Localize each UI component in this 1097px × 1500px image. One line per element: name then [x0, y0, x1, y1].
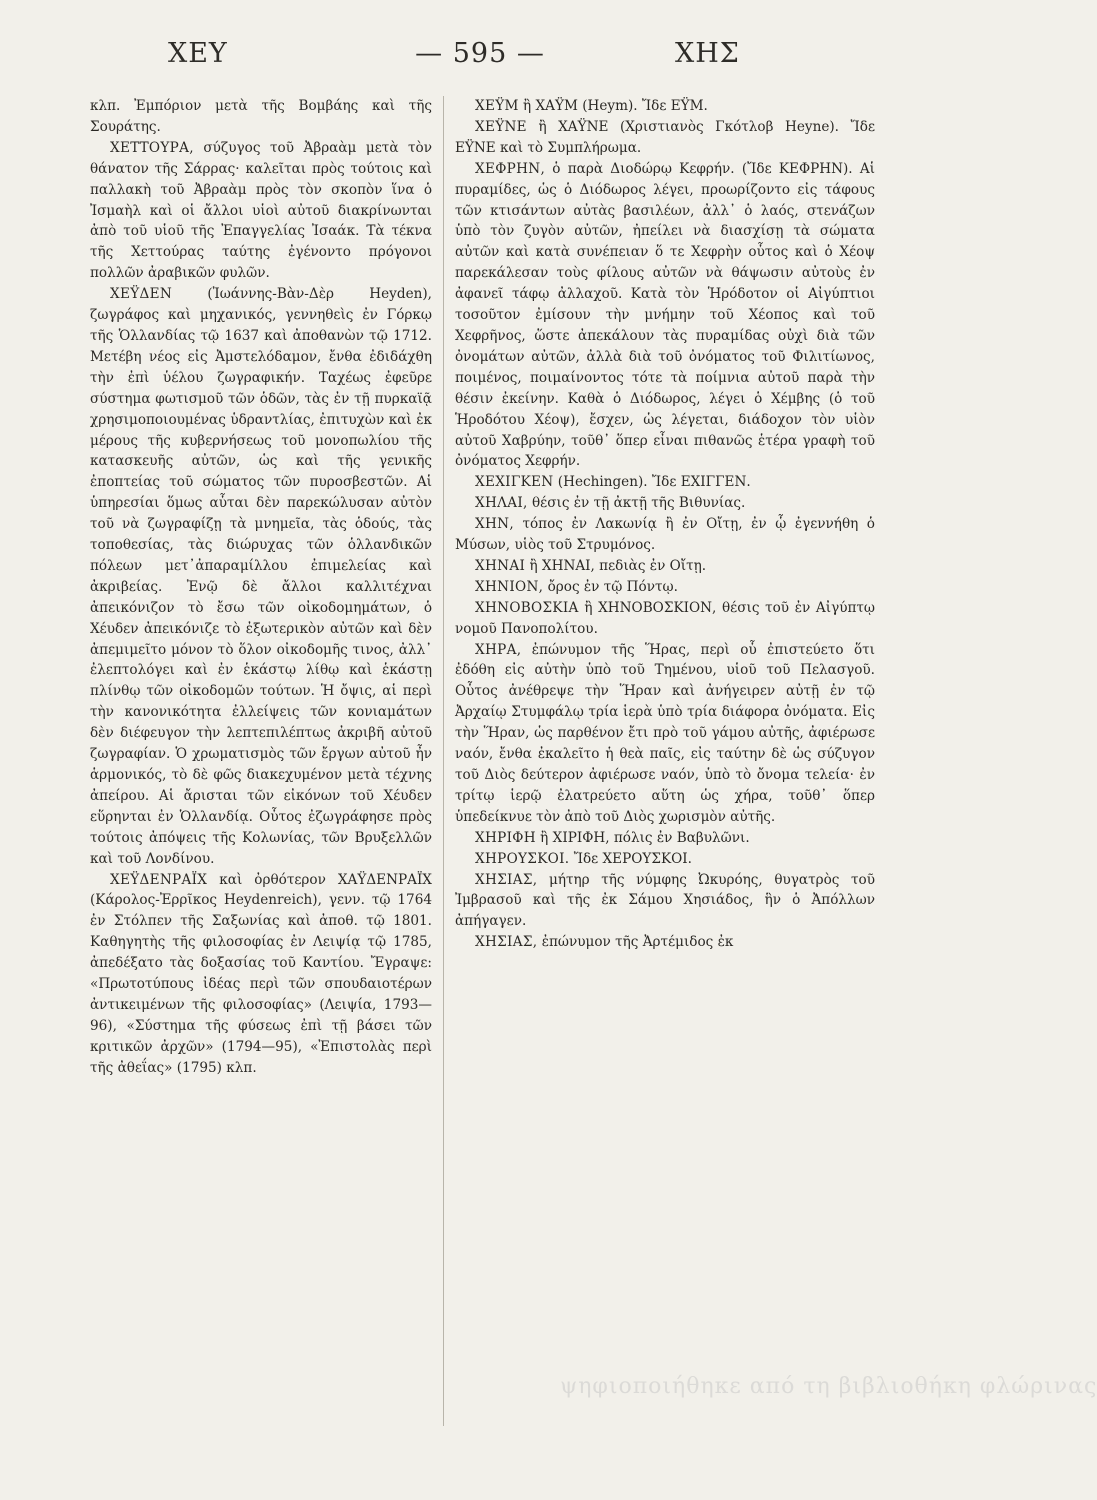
- entry-headword: ΧΕΫΝΕ: [475, 118, 527, 135]
- running-head-left: ΧΕΥ: [168, 38, 228, 69]
- dictionary-entry: [455, 932, 875, 953]
- entry-text: μήτηρ τῆς νύμφης Ὠκυρόης, θυγατρὸς τοῦ Ἰμβρασοῦ καὶ τῆς ἐκ Σάμου Χησιάδος, ἣν ὁ Ἀπόλλων ἀπήγαγεν.: [455, 871, 875, 930]
- column-divider: [443, 96, 444, 1426]
- entry-text: θέσις ἐν τῇ ἀκτῇ τῆς Βιθυνίας.: [527, 495, 746, 512]
- right-column: [455, 96, 875, 953]
- dictionary-entry: [455, 96, 875, 117]
- dictionary-entry: [455, 472, 875, 493]
- dictionary-entry: [455, 598, 875, 640]
- running-head: [60, 38, 900, 78]
- dictionary-entry: [455, 870, 875, 933]
- entry-headword: ΧΗΡΑ,: [475, 641, 522, 658]
- entry-text: ὁ παρὰ Διοδώρῳ Κεφρήν. (Ἴδε ΚΕΦΡΗΝ). Αἱ πυραμίδες, ὡς ὁ Διόδωρος λέγει, προωρίζοντο εἰς τάφους τῶν κτισάντων αὐτὰς βασιλέων, ἀλλ᾽ ὁ λαός, στενάζων ὑπὸ τὸν ζυγὸν αὐτῶν, ἠπείλει νὰ διασχίσῃ τὰ σώματα αὐτῶν καὶ κατὰ συνέπειαν ὅ τε Χεφρὴν οὗτος καὶ ὁ Χέοψ παρεκάλεσαν τοὺς φίλους αὐτῶν νὰ θάψωσιν αὐτοὺς ἐν ἀφανεῖ τάφῳ ἀλλαχοῦ. Κατὰ τὸν Ἡρόδοτον οἱ Αἰγύπτιοι τοσοῦτον ἐμίσουν τὴν μνήμην τοῦ Χέοπος καὶ τοῦ Χεφρῆνος, ὥστε ἀπεκάλουν τὰς πυραμίδας οὐχὶ διὰ τῶν ὀνομάτων αὐτῶν, ἀλλὰ διὰ τοῦ ὀνόματος τοῦ Φιλιτίωνος, ποιμένος, ποιμαίνοντος τότε τὰ ποίμνια αὐτοῦ παρὰ τὴν θέσιν ἐκείνην. Καθὰ ὁ Διόδωρος, λέγει ὁ Χέμβης (ὁ τοῦ Ἡροδότου Χέοψ), ἔσχεν, ὡς λέγεται, διάδοχον τὸν υἱὸν αὐτοῦ Χαβρύην, τοῦθ᾽ ὅπερ εἶναι πιθανῶς ἑτέρα γραφὴ τοῦ ὀνόματος Χεφρήν.: [455, 160, 875, 470]
- dictionary-entry: [455, 514, 875, 556]
- entry-headword: ΧΕΤΤΟΥΡΑ,: [110, 139, 194, 156]
- entry-headword: ΧΗΛΑΙ,: [475, 495, 528, 512]
- dictionary-entry: [455, 577, 875, 598]
- dictionary-entry: [90, 870, 432, 1079]
- dictionary-entry: [90, 138, 432, 284]
- entry-text: ἢ ΧΑΫΝΕ (Χριστιανὸς Γκότλοβ Heyne). Ἴδε ΕΫΝΕ καὶ τὸ Συμπλήρωμα.: [455, 118, 875, 156]
- running-head-right: ΧΗΣ: [675, 38, 740, 69]
- dictionary-entry: [455, 493, 875, 514]
- entry-headword: ΧΕΫΜ: [475, 98, 519, 114]
- entry-text: ἢ ΧΗΝΑΙ, πεδιὰς ἐν Οἴτῃ.: [525, 557, 707, 574]
- entry-text: κλπ. Ἐμπόριον μετὰ τῆς Βομβάης καὶ τῆς Σουράτης.: [90, 98, 432, 135]
- entry-headword: ΧΗΡΟΥΣΚΟΙ.: [475, 850, 570, 867]
- dictionary-entry: [455, 117, 875, 159]
- entry-headword: ΧΗΝ,: [475, 516, 514, 533]
- entry-text: (Ἰωάννης-Βὰν-Δὲρ Heyden), ζωγράφος καὶ μηχανικός, γεννηθεὶς ἐν Γόρκῳ τῆς Ὁλλανδίας τῷ 1637 καὶ ἀποθανὼν τῷ 1712. Μετέβη νέος εἰς Ἀμστελόδαμον, ἔνθα ἐδιδάχθη τὴν ἐπὶ ὑέλου ζωγραφικήν. Ταχέως ἐφεῦρε σύστημα φωτισμοῦ τῶν ὁδῶν, τὰς ἐν τῇ πυρκαϊᾷ χρησιμοποιουμένας ὑδραντλίας, ἐπιτυχὼν καὶ ἐκ μέρους τῆς κυβερνήσεως τοῦ μονοπωλίου τῆς κατασκευῆς αὐτῶν, ὡς καὶ τῆς γενικῆς ἐποπτείας τοῦ σώματος τῶν πυροσβεστῶν. Αἱ ὑπηρεσίαι ὅμως αὗται δὲν παρεκώλυσαν αὐτὸν τοῦ νὰ ζωγραφίζῃ τὰ μνημεῖα, τὰς ὁδούς, τὰς τοποθεσίας, τὰς διώρυχας τῶν ὁλλανδικῶν πόλεων μετ᾽ἀπαραμίλλου ἐπιμελείας καὶ ἀκριβείας. Ἐνῷ δὲ ἄλλοι καλλιτέχναι ἀπεικόνιζον τὸ ἔσω τῶν οἰκοδομημάτων, ὁ Χέυδεν ἀπεικόνιζε τὸ ἐξωτερικὸν αὐτῶν καὶ δὲν ἀπεμιμεῖτο μόνον τὸ ὅλον οἰκοδομῆς τινος, ἀλλ᾽ ἐλεπτολόγει καὶ ἐν ἑκάστῳ λίθῳ καὶ ἑκάστῃ πλίνθῳ τῶν οἰκοδομῶν τούτων. Ἡ ὄψις, αἱ περὶ τὴν κανονικότητα ἐλλείψεις τῶν κονιαμάτων δὲν διέφευγον τὴν λεπτεπιλέπτως ἀκριβῆ αὐτοῦ ζωγραφίαν. Ὁ χρωματισμὸς τῶν ἔργων αὐτοῦ ἦν ἁρμονικός, τὸ δὲ φῶς διακεχυμένον μετὰ τέχνης ἀπείρου. Αἱ ἄρισται τῶν εἰκόνων τοῦ Χέυδεν εὕρηνται ἐν Ὁλλανδίᾳ. Οὗτος ἐζωγράφησε πρὸς τούτοις ἀπόψεις τῆς Κολωνίας, τῶν Βρυξελλῶν καὶ τοῦ Λονδίνου.: [90, 286, 432, 867]
- dictionary-entry: [455, 849, 875, 870]
- entry-headword: ΧΕΫΔΕΝ: [110, 286, 173, 303]
- dictionary-entry: [455, 828, 875, 849]
- entry-headword: ΧΕΦΡΗΝ,: [475, 160, 546, 177]
- entry-headword: ΧΗΡΙΦΗ: [475, 829, 536, 846]
- entry-headword: ΧΗΝΟΒΟΣΚΙΑ: [475, 599, 579, 616]
- dictionary-entry: [455, 159, 875, 473]
- entry-text: καὶ ὀρθότερον ΧΑΫΔΕΝΡΑΪΧ (Κάρολος-Ἐρρῖκος Heydenreich), γενν. τῷ 1764 ἐν Στόλπεν τῆς Σαξωνίας καὶ ἀποθ. τῷ 1801. Καθηγητὴς τῆς φιλοσοφίας ἐν Λειψίᾳ τῷ 1785, ἀπεδέξατο τὰς δοξασίας τοῦ Καντίου. Ἔγραψε: «Πρωτοτύπους ἰδέας περὶ τῶν σπουδαιοτέρων ἀντικειμένων τῆς φιλοσοφίας» (Λειψία, 1793—96), «Σύστημα τῆς φύσεως ἐπὶ τῇ βάσει τῶν κριτικῶν ἀρχῶν» (1794—95), «Ἐπιστολὰς περὶ τῆς ἀθεΐας» (1795) κλπ.: [90, 871, 432, 1076]
- entry-headword: ΧΕΧΙΓΚΕΝ: [475, 474, 554, 491]
- dictionary-entry: [90, 284, 432, 869]
- left-column: [90, 96, 432, 1079]
- entry-text: τόπος ἐν Λακωνίᾳ ἢ ἐν Οἴτῃ, ἐν ᾧ ἐγεννήθη ὁ Μύσων, υἱὸς τοῦ Στρυμόνος.: [455, 516, 875, 554]
- entry-text: ὄρος ἐν τῷ Πόντῳ.: [543, 578, 678, 595]
- entry-text: ἢ ΧΗΝΟΒΟΣΚΙΟΝ, θέσις τοῦ ἐν Αἰγύπτῳ νομοῦ Πανοπολίτου.: [455, 599, 875, 637]
- entry-text: σύζυγος τοῦ Ἀβραὰμ μετὰ τὸν θάνατον τῆς Σάρρας· καλεῖται πρὸς τούτοις καὶ παλλακὴ τοῦ Ἀβραὰμ πρὸς τὸν σκοπὸν ἵνα ὁ Ἰσμαὴλ καὶ οἱ ἄλλοι υἱοὶ αὐτοῦ διακρίνωνται ἀπὸ τοῦ υἱοῦ τῆς Ἐπαγγελίας Ἰσαάκ. Τὰ τέκνα τῆς Χεττούρας ταύτης ἐγένοντο πρόγονοι πολλῶν ἀραβικῶν φυλῶν.: [90, 139, 432, 282]
- entry-text: ἢ ΧΑΫΜ (Heym). Ἴδε ΕΫΜ.: [518, 98, 708, 114]
- entry-headword: ΧΗΣΙΑΣ,: [475, 934, 538, 951]
- entry-text: Ἴδε ΧΕΡΟΥΣΚΟΙ.: [569, 850, 692, 867]
- dictionary-entry: [455, 556, 875, 577]
- dictionary-entry: [90, 96, 432, 138]
- page-number: — 595 —: [415, 38, 545, 69]
- entry-headword: ΧΗΝΑΙ: [475, 557, 526, 574]
- entry-text: ἐπώνυμον τῆς Ἥρας, περὶ οὗ ἐπιστεύετο ὅτι ἐδόθη εἰς αὐτὴν ὑπὸ τοῦ Τημένου, υἱοῦ τοῦ Πελασγοῦ. Οὗτος ἀνέθρεψε τὴν Ἥραν καὶ ἀνήγειρεν αὐτῇ ἐν τῷ Ἀρχαίῳ Στυμφάλῳ τρία ἱερὰ ὑπὸ τρία διάφορα ὀνόματα. Εἰς τὴν Ἥραν, ὡς παρθένον ἔτι πρὸ τοῦ γάμου αὐτῆς, ἀφιέρωσε ναόν, ἔνθα ἐκαλεῖτο ἡ θεὰ παῖς, εἰς ταύτην δὲ ὡς σύζυγον τοῦ Διὸς δεύτερον ἀφιέρωσε ναόν, ὑπὸ τὸ ὄνομα τελεία· ἐν τρίτῳ ἱερῷ ἐλατρεύετο αὕτη ὡς χήρα, τοῦθ᾽ ὅπερ ὑπεδείκνυε τὸν ἀπὸ τοῦ Διὸς χωρισμὸν αὐτῆς.: [455, 641, 875, 825]
- entry-text: ἢ ΧΙΡΙΦΗ, πόλις ἐν Βαβυλῶνι.: [535, 829, 750, 846]
- library-watermark: ψηφιοποιήθηκε από τη βιβλιοθήκη φλώρινας: [560, 1374, 1097, 1399]
- entry-headword: ΧΗΣΙΑΣ,: [475, 871, 538, 888]
- entry-text: (Hechingen). Ἴδε ΕΧΙΓΓΕΝ.: [553, 474, 751, 491]
- dictionary-entry: [455, 640, 875, 828]
- entry-headword: ΧΕΫΔΕΝΡΑΪΧ: [110, 871, 208, 888]
- entry-text: ἐπώνυμον τῆς Ἀρτέμιδος ἐκ: [537, 934, 734, 951]
- entry-headword: ΧΗΝΙΟΝ,: [475, 578, 544, 595]
